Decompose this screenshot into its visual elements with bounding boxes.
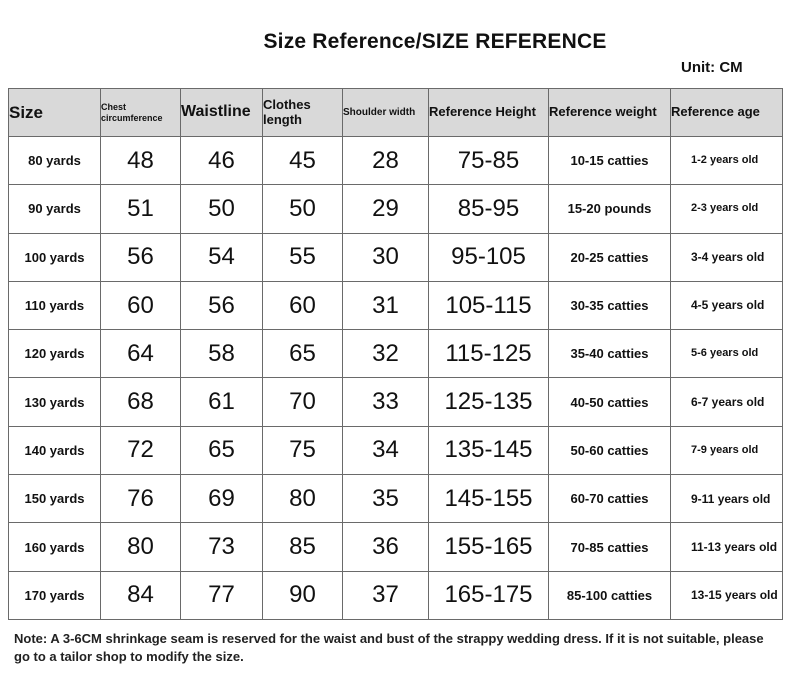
length-cell: 85 — [263, 523, 343, 571]
table-row — [9, 233, 783, 281]
age-cell: 1-2 years old — [671, 137, 783, 185]
table-row — [9, 281, 783, 329]
header-chest: Chest circumference — [101, 89, 181, 137]
age-cell: 11-13 years old — [671, 523, 783, 571]
chest-cell: 60 — [101, 281, 181, 329]
header-shoulder: Shoulder width — [343, 89, 429, 137]
header-waist: Waistline — [181, 89, 263, 137]
height-cell: 165-175 — [429, 571, 549, 619]
chest-cell: 76 — [101, 475, 181, 523]
height-cell: 145-155 — [429, 475, 549, 523]
table-row — [9, 426, 783, 474]
page-title: Size Reference/SIZE REFERENCE — [263, 30, 607, 53]
shoulder-cell: 36 — [343, 523, 429, 571]
height-cell: 85-95 — [429, 185, 549, 233]
chest-cell: 48 — [101, 137, 181, 185]
header-length: Clothes length — [263, 89, 343, 137]
size-cell: 100 yards — [9, 233, 101, 281]
size-cell: 90 yards — [9, 185, 101, 233]
table-row — [9, 185, 783, 233]
chest-cell: 64 — [101, 330, 181, 378]
length-cell: 65 — [263, 330, 343, 378]
size-cell: 160 yards — [9, 523, 101, 571]
age-cell: 7-9 years old — [671, 426, 783, 474]
age-cell: 2-3 years old — [671, 185, 783, 233]
waist-cell: 73 — [181, 523, 263, 571]
height-cell: 105-115 — [429, 281, 549, 329]
height-cell: 125-135 — [429, 378, 549, 426]
shoulder-cell: 34 — [343, 426, 429, 474]
height-cell: 75-85 — [429, 137, 549, 185]
height-cell: 115-125 — [429, 330, 549, 378]
shoulder-cell: 30 — [343, 233, 429, 281]
size-cell: 140 yards — [9, 426, 101, 474]
age-cell: 13-15 years old — [671, 571, 783, 619]
header-size: Size — [9, 89, 101, 137]
waist-cell: 46 — [181, 137, 263, 185]
weight-cell: 60-70 catties — [549, 475, 671, 523]
shoulder-cell: 29 — [343, 185, 429, 233]
chest-cell: 80 — [101, 523, 181, 571]
chest-cell: 72 — [101, 426, 181, 474]
weight-cell: 10-15 catties — [549, 137, 671, 185]
weight-cell: 20-25 catties — [549, 233, 671, 281]
waist-cell: 77 — [181, 571, 263, 619]
header-height: Reference Height — [429, 89, 549, 137]
shoulder-cell: 33 — [343, 378, 429, 426]
age-cell: 4-5 years old — [671, 281, 783, 329]
weight-cell: 30-35 catties — [549, 281, 671, 329]
header-row — [9, 89, 783, 137]
weight-cell: 40-50 catties — [549, 378, 671, 426]
size-cell: 170 yards — [9, 571, 101, 619]
age-cell: 5-6 years old — [671, 330, 783, 378]
height-cell: 135-145 — [429, 426, 549, 474]
height-cell: 155-165 — [429, 523, 549, 571]
waist-cell: 50 — [181, 185, 263, 233]
size-cell: 120 yards — [9, 330, 101, 378]
age-cell: 6-7 years old — [671, 378, 783, 426]
size-table — [8, 88, 783, 620]
waist-cell: 61 — [181, 378, 263, 426]
table-row — [9, 523, 783, 571]
table-row — [9, 571, 783, 619]
table-row — [9, 330, 783, 378]
shoulder-cell: 32 — [343, 330, 429, 378]
length-cell: 60 — [263, 281, 343, 329]
shoulder-cell: 35 — [343, 475, 429, 523]
weight-cell: 50-60 catties — [549, 426, 671, 474]
size-cell: 130 yards — [9, 378, 101, 426]
length-cell: 55 — [263, 233, 343, 281]
waist-cell: 65 — [181, 426, 263, 474]
header-age: Reference age — [671, 89, 783, 137]
shoulder-cell: 31 — [343, 281, 429, 329]
length-cell: 70 — [263, 378, 343, 426]
weight-cell: 70-85 catties — [549, 523, 671, 571]
height-cell: 95-105 — [429, 233, 549, 281]
length-cell: 90 — [263, 571, 343, 619]
size-cell: 150 yards — [9, 475, 101, 523]
length-cell: 45 — [263, 137, 343, 185]
table-row — [9, 137, 783, 185]
footnote: Note: A 3-6CM shrinkage seam is reserved for the waist and bust of the strappy wedding dress. If it is not suitable, please go to a tailor shop to modify the size. — [14, 631, 764, 664]
size-cell: 80 yards — [9, 137, 101, 185]
chest-cell: 68 — [101, 378, 181, 426]
waist-cell: 58 — [181, 330, 263, 378]
chest-cell: 56 — [101, 233, 181, 281]
chest-cell: 84 — [101, 571, 181, 619]
length-cell: 75 — [263, 426, 343, 474]
waist-cell: 56 — [181, 281, 263, 329]
waist-cell: 54 — [181, 233, 263, 281]
weight-cell: 35-40 catties — [549, 330, 671, 378]
shoulder-cell: 37 — [343, 571, 429, 619]
header-weight: Reference weight — [549, 89, 671, 137]
age-cell: 3-4 years old — [671, 233, 783, 281]
weight-cell: 15-20 pounds — [549, 185, 671, 233]
size-cell: 110 yards — [9, 281, 101, 329]
waist-cell: 69 — [181, 475, 263, 523]
age-cell: 9-11 years old — [671, 475, 783, 523]
table-row — [9, 475, 783, 523]
chest-cell: 51 — [101, 185, 181, 233]
weight-cell: 85-100 catties — [549, 571, 671, 619]
length-cell: 50 — [263, 185, 343, 233]
unit-label: Unit: CM — [681, 59, 743, 76]
length-cell: 80 — [263, 475, 343, 523]
shoulder-cell: 28 — [343, 137, 429, 185]
table-row — [9, 378, 783, 426]
